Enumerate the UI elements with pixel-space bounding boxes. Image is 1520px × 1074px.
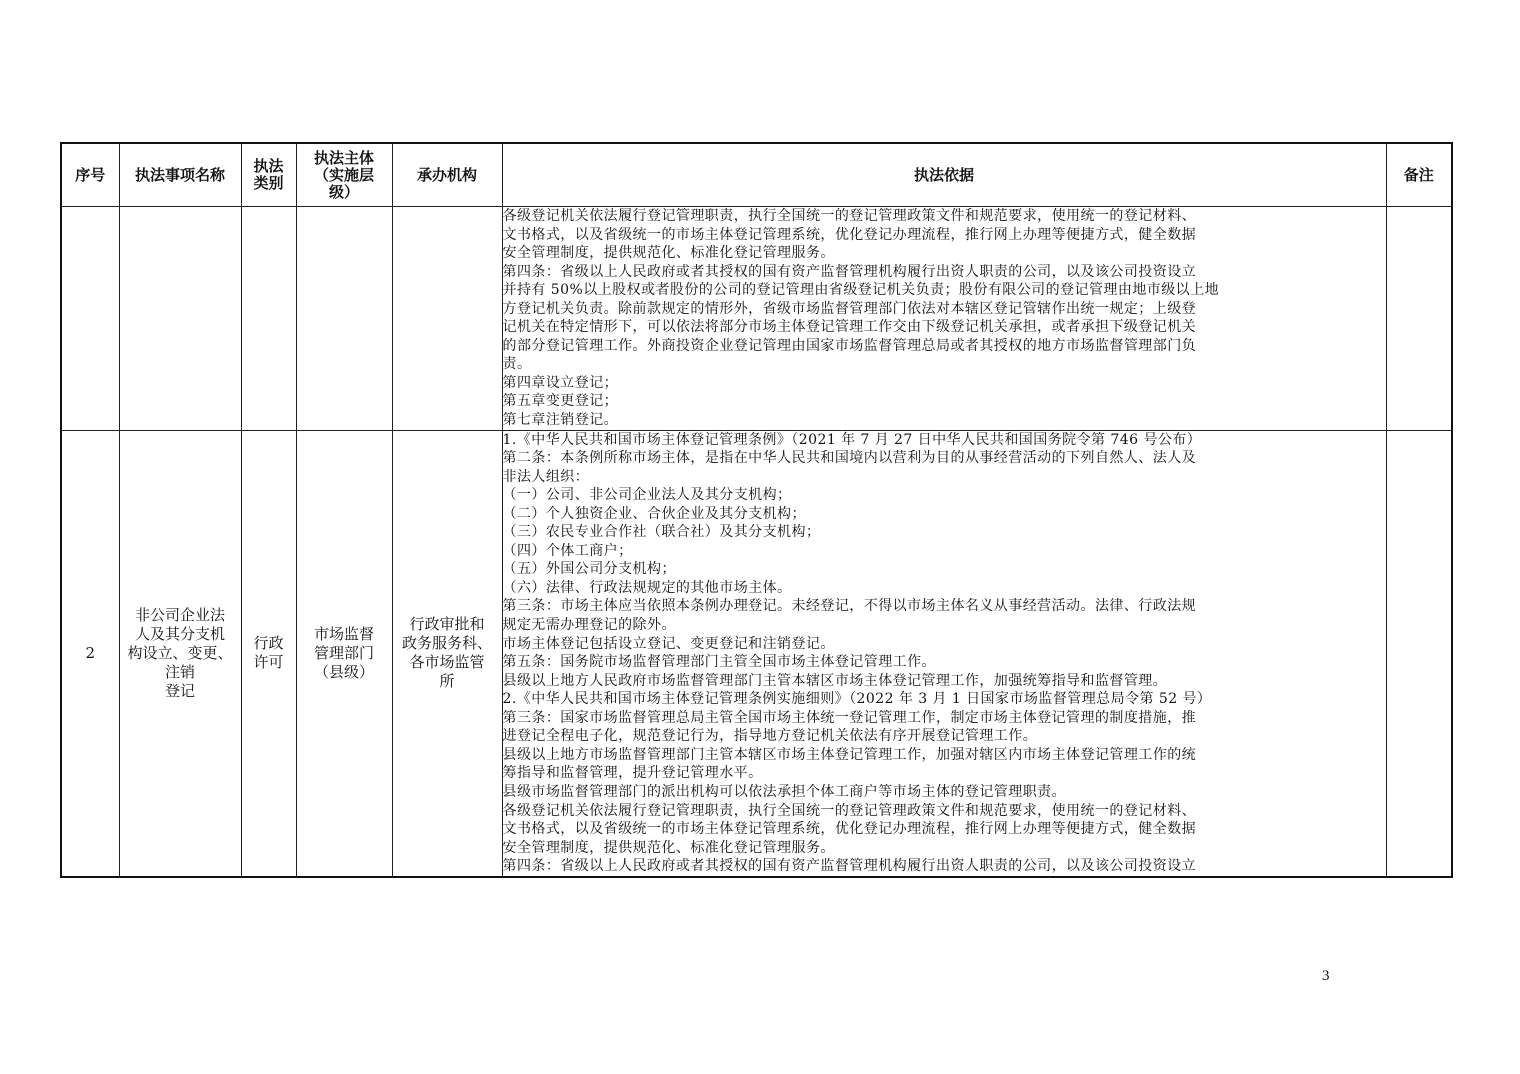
basis-line: 筹指导和监督管理，提升登记管理水平。 [502, 765, 763, 782]
cell-remarks [1386, 430, 1452, 877]
basis-line: 第四条：省级以上人民政府或者其授权的国有资产监督管理机构履行出资人职责的公司，以及该公司投资设立 [502, 263, 1197, 280]
item-name-line: 非公司企业法 [134, 605, 225, 624]
table-row [61, 207, 1452, 431]
cell-seq [61, 207, 119, 431]
item-name-line: 登记 [164, 681, 195, 700]
cell-category [241, 430, 296, 877]
header-subject-line: 级） [328, 182, 359, 201]
header-category-line: 类别 [253, 174, 284, 192]
subject-line: 市场监督 [313, 624, 374, 643]
basis-line: 责。 [502, 356, 532, 373]
agency-line: 所 [439, 672, 455, 691]
basis-line: （六）法律、行政法规规定的其他市场主体。 [502, 579, 792, 596]
cell-basis [502, 207, 1386, 431]
category-line: 许可 [253, 653, 284, 672]
basis-line: 各级登记机关依法履行登记管理职责，执行全国统一的登记管理政策文件和规范要求，使用统一的登记材料、 [502, 208, 1197, 224]
basis-line: （四）个体工商户； [502, 542, 633, 559]
basis-line: 方登记机关负责。除前款规定的情形外，省级市场监督管理部门依法对本辖区登记管辖作出统一规定；上级登 [502, 300, 1197, 317]
basis-line: 文书格式，以及省级统一的市场主体登记管理系统，优化登记办理流程，推行网上办理等便捷方式，健全数据 [502, 821, 1197, 838]
basis-line: 第七章注销登记。 [502, 412, 619, 429]
basis-line: 第三条：市场主体应当依照本条例办理登记。未经登记，不得以市场主体名义从事经营活动。法律、行政法规 [502, 598, 1197, 615]
cell-basis [502, 430, 1386, 877]
basis-line: 并持有 50%以上股权或者股份的公司的登记管理由省级登记机关负责；股份有限公司的登记管理由地市级以上地 [502, 282, 1220, 299]
basis-line: 记机关在特定情形下，可以依法将部分市场主体登记管理工作交由下级登记机关承担，或者承担下级登记机关 [502, 319, 1197, 336]
basis-line: 文书格式，以及省级统一的市场主体登记管理系统，优化登记办理流程，推行网上办理等便捷方式，健全数据 [502, 226, 1197, 243]
cell-subject [296, 430, 392, 877]
header-category [241, 143, 296, 207]
basis-line: （五）外国公司分支机构； [502, 561, 676, 578]
basis-line: 第四章设立登记； [502, 374, 619, 391]
law-enforcement-table [60, 142, 1453, 878]
basis-line: 1.《中华人民共和国市场主体登记管理条例》（2021 年 7 月 27 日中华人民共和国国务院令第 746 号公布） [502, 431, 1202, 448]
basis-line: 安全管理制度，提供规范化、标准化登记管理服务。 [502, 839, 835, 856]
category-line: 行政 [253, 634, 284, 653]
subject-line: （县级） [313, 662, 374, 681]
header-subject-line: （实施层 [313, 165, 374, 184]
basis-line: 第三条：国家市场监督管理总局主管全国市场主体统一登记管理工作，制定市场主体登记管理的制度措施，推 [502, 709, 1197, 726]
basis-line: 市场主体登记包括设立登记、变更登记和注销登记。 [502, 635, 835, 652]
header-agency: 承办机构 [392, 143, 502, 207]
basis-line: 第五章变更登记； [502, 393, 619, 410]
basis-line: 安全管理制度，提供规范化、标准化登记管理服务。 [502, 245, 835, 262]
agency-line: 政务服务科、 [401, 634, 492, 653]
basis-line: 2.《中华人民共和国市场主体登记管理条例实施细则》（2022 年 3 月 1 日国家市场监督管理总局令第 52 号） [502, 691, 1212, 708]
subject-line: 管理部门 [313, 643, 374, 662]
basis-line: 进登记全程电子化，规范登记行为，指导地方登记机关依法有序开展登记管理工作。 [502, 728, 1038, 745]
header-subject [296, 143, 392, 207]
basis-line: （一）公司、非公司企业法人及其分支机构； [502, 487, 792, 504]
header-subject-line: 执法主体 [313, 148, 374, 167]
agency-line: 行政审批和 [409, 615, 485, 634]
page-number: 3 [1322, 968, 1330, 984]
basis-line: 县级以上地方市场监督管理部门主管本辖区市场主体登记管理工作，加强对辖区内市场主体登记管理工作的统 [502, 746, 1197, 763]
table-header-row [61, 143, 1452, 207]
basis-line: 县级以上地方人民政府市场监督管理部门主管本辖区市场主体登记管理工作，加强统筹指导和监督管理。 [502, 672, 1168, 689]
table-row [61, 430, 1452, 877]
cell-item-name [119, 207, 241, 431]
cell-category [241, 207, 296, 431]
cell-agency [392, 207, 502, 431]
basis-line: 的部分登记管理工作。外商投资企业登记管理由国家市场监督管理总局或者其授权的地方市场监督管理部门负 [502, 337, 1197, 354]
cell-subject [296, 207, 392, 431]
basis-line: 规定无需办理登记的除外。 [502, 617, 676, 634]
basis-line: 各级登记机关依法履行登记管理职责，执行全国统一的登记管理政策文件和规范要求，使用统一的登记材料、 [502, 802, 1197, 819]
header-basis: 执法依据 [502, 143, 1386, 207]
basis-line: （二）个人独资企业、合伙企业及其分支机构； [502, 505, 806, 522]
cell-remarks [1386, 207, 1452, 431]
basis-line: 第四条：省级以上人民政府或者其授权的国有资产监督管理机构履行出资人职责的公司，以及该公司投资设立 [502, 858, 1197, 875]
cell-item-name [119, 430, 241, 877]
basis-line: 县级市场监督管理部门的派出机构可以依法承担个体工商户等市场主体的登记管理职责。 [502, 783, 1067, 800]
header-seq: 序号 [61, 143, 119, 207]
basis-line: 第五条：国务院市场监督管理部门主管全国市场主体登记管理工作。 [502, 654, 936, 671]
item-name-line: 构设立、变更、 [127, 643, 233, 662]
cell-agency [392, 430, 502, 877]
basis-line: 非法人组织： [502, 468, 590, 485]
agency-line: 各市场监管 [409, 653, 485, 672]
basis-line: （三）农民专业合作社（联合社）及其分支机构； [502, 524, 821, 541]
header-item-name: 执法事项名称 [119, 143, 241, 207]
header-remarks: 备注 [1386, 143, 1452, 207]
item-name-line: 注销 [164, 662, 195, 681]
header-category-line: 执法 [253, 157, 284, 175]
basis-line: 第二条：本条例所称市场主体，是指在中华人民共和国境内以营利为目的从事经营活动的下列自然人、法人及 [502, 450, 1197, 467]
item-name-line: 人及其分支机 [134, 624, 225, 643]
cell-seq: 2 [61, 430, 119, 877]
